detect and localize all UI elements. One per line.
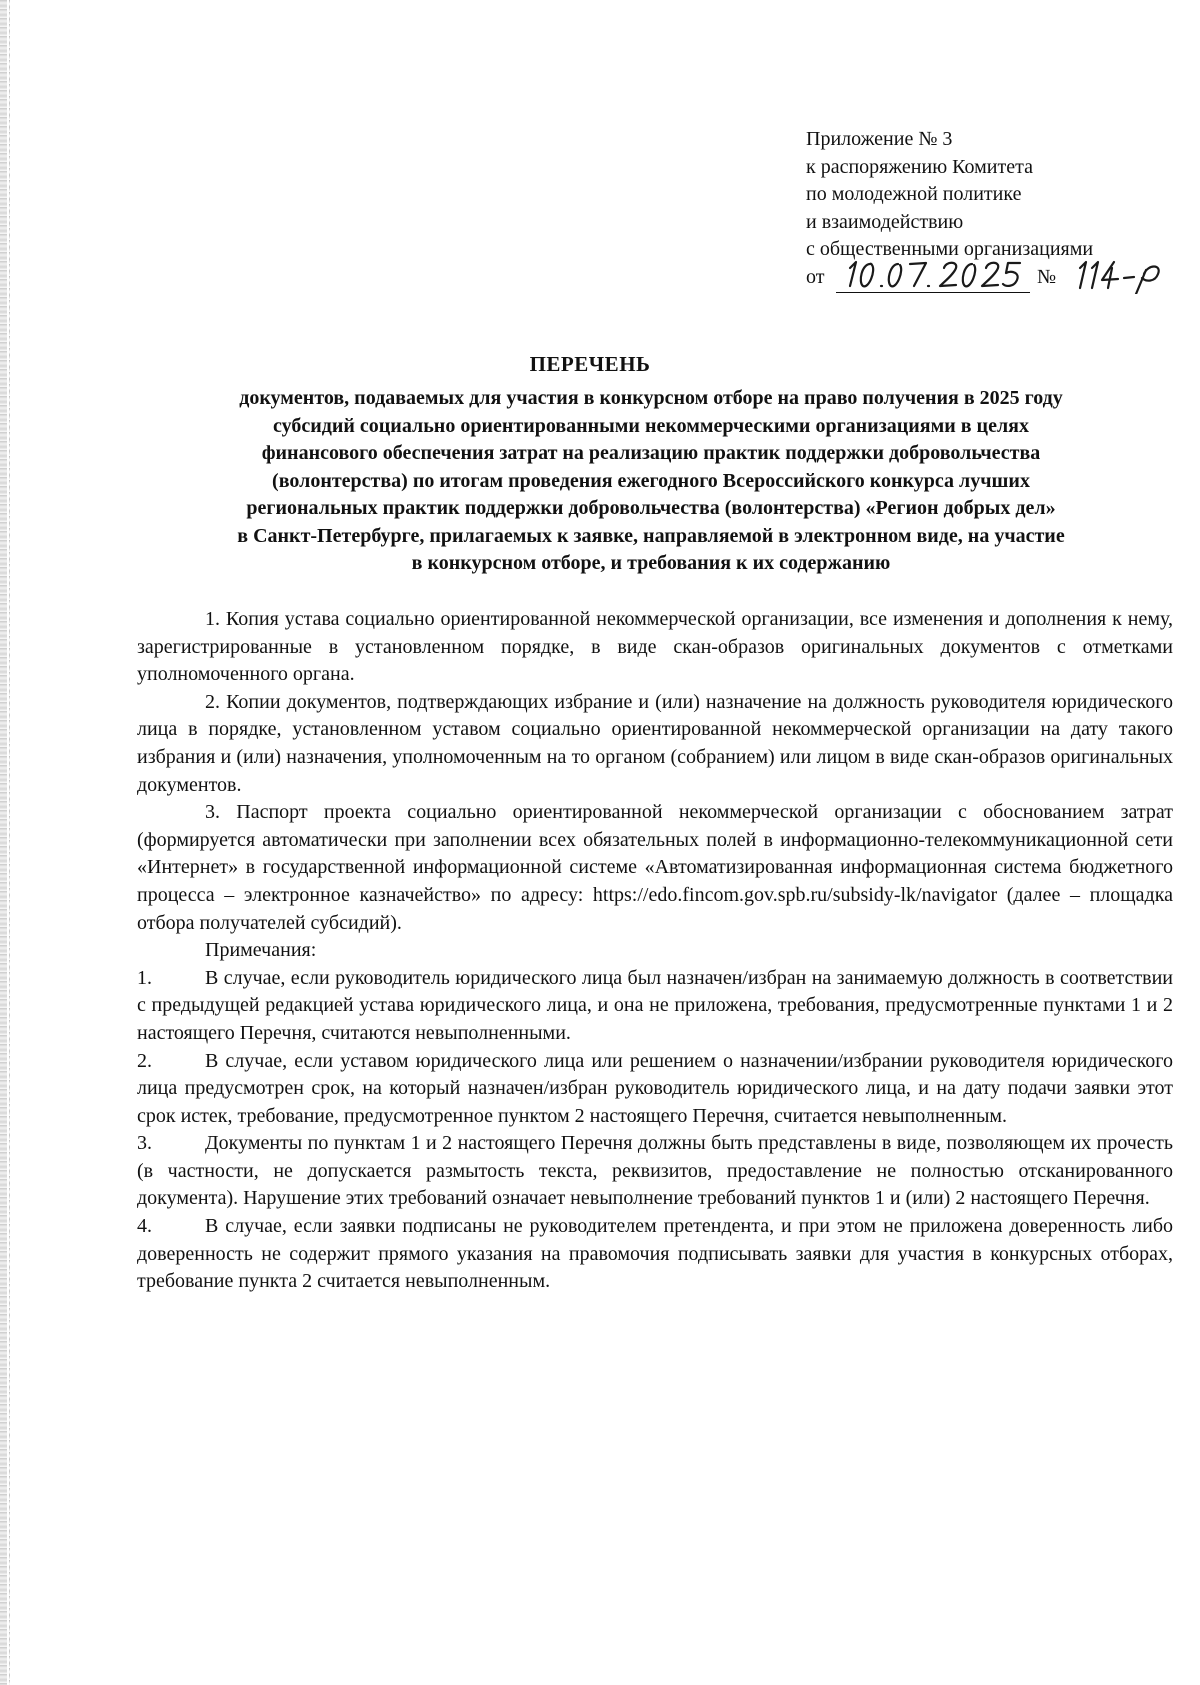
appendix-line: Приложение № 3	[806, 128, 953, 150]
document-body	[137, 606, 1173, 1296]
subtitle-line: региональных практик поддержки добровольчества (волонтерства) «Регион добрых дел»	[246, 497, 1056, 519]
subtitle-line: финансового обеспечения затрат на реализацию практик поддержки добровольчества	[261, 442, 1041, 464]
document-title: ПЕРЕЧЕНЬ	[529, 352, 651, 376]
subtitle-line: в конкурсном отборе, и требования к их содержанию	[411, 552, 891, 574]
document-subtitle	[133, 385, 1169, 578]
note-item	[137, 1130, 1173, 1213]
appendix-line: и взаимодействию	[806, 210, 964, 233]
subtitle-line: субсидий социально ориентированными некоммерческими организациями в целях	[272, 414, 1029, 437]
scan-edge	[0, 0, 7, 1685]
note-text: В случае, если заявки подписаны не руководителем претендента, и при этом не приложена доверенность либо доверенность не содержит прямого указания на правомочия подписывать заявки для участия в конкурсных отборах, требование пункта 2 считается невыполненным.	[137, 1215, 1173, 1293]
appendix-line: с общественными организациями	[806, 238, 1094, 260]
handwritten-number-signature	[1074, 254, 1170, 294]
subtitle-line: (волонтерства) по итогам проведения ежегодного Всероссийского конкурса лучших	[272, 469, 1030, 492]
note-text: В случае, если руководитель юридического лица был назначен/избран на занимаемую должность в соответствии с предыдущей редакцией устава юридического лица, и она не приложена, требования, предусмотренные пунктами 1 и 2 настоящего Перечня, считаются невыполненными.	[137, 966, 1173, 1044]
handwritten-date	[836, 256, 1030, 293]
subtitle-line: документов, подаваемых для участия в конкурсном отборе на право получения в 2025 году	[239, 387, 1063, 409]
date-prefix: от	[806, 265, 825, 288]
appendix-line: к распоряжению Комитета	[806, 155, 1033, 178]
note-number: 3.	[137, 1132, 152, 1155]
note-item	[137, 1048, 1173, 1131]
list-item: 3. Паспорт проекта социально ориентированной некоммерческой организации с обоснованием затрат (формируется автоматически при заполнении всех обязательных полей в информационно-телекоммуникационной сети «Интернет» в государственной информационной системе «Автоматизированная информационная система бюджетного процесса – электронное казначейство» по адресу: https://edo.fincom.gov.spb.ru/subsidy-lk/navigator (далее – площадка отбора получателей субсидий).	[137, 801, 1173, 934]
appendix-block	[806, 126, 1186, 296]
note-text: Документы по пунктам 1 и 2 настоящего Перечня должны быть представлены в виде, позволяющем их прочесть (в частности, не допускается размытость текста, реквизитов, предоставление не полностью отсканированного документа). Нарушение этих требований означает невыполнение требований пунктов 1 и (или) 2 настоящего Перечня.	[137, 1132, 1173, 1210]
subtitle-line: в Санкт-Петербурге, прилагаемых к заявке, направляемой в электронном виде, на участие	[237, 524, 1065, 547]
note-text: В случае, если уставом юридического лица или решением о назначении/избрании руководителя юридического лица предусмотрен срок, на который назначен/избран руководитель юридического лица, и на дату подачи заявки этот срок истек, требование, предусмотренное пунктом 2 настоящего Перечня, считается невыполненным.	[137, 1049, 1173, 1127]
handwritten-date-signature	[836, 256, 1030, 292]
scan-edge-line	[9, 0, 10, 1685]
note-number: 4.	[137, 1215, 152, 1238]
list-item: 2. Копии документов, подтверждающих избрание и (или) назначение на должность руководителя юридического лица в порядке, установленном уставом социально ориентированной некоммерческой организации на дату такого избрания и (или) назначения, уполномоченным на то органом (собранием) или лицом в виде скан-образов оригинальных документов.	[137, 690, 1173, 796]
appendix-line: по молодежной политике	[806, 183, 1022, 205]
date-number-line	[806, 264, 1186, 296]
list-item: 1. Копия устава социально ориентированной некоммерческой организации, все изменения и дополнения к нему, зарегистрированные в установленном порядке, в виде скан-образов оригинальных документов с отметками уполномоченного органа.	[137, 608, 1173, 686]
note-number: 2.	[137, 1049, 152, 1072]
note-item	[137, 965, 1173, 1048]
number-prefix: №	[1037, 265, 1057, 288]
note-number: 1.	[137, 966, 152, 989]
note-item	[137, 1213, 1173, 1296]
notes-heading: Примечания:	[205, 939, 317, 962]
handwritten-number	[1074, 254, 1170, 294]
